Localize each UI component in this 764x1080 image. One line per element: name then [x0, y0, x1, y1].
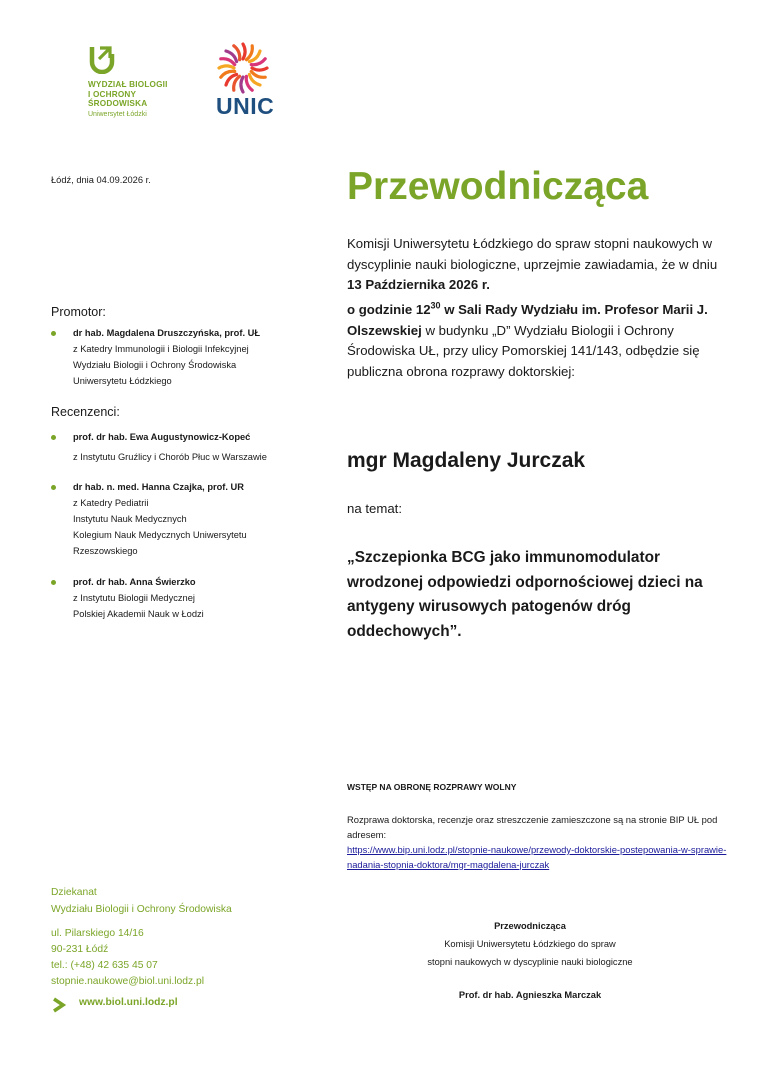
promotor-item	[51, 325, 260, 389]
unic-logo-text: UNIC	[216, 93, 275, 119]
faculty-logo-line: WYDZIAŁ BIOLOGII	[88, 80, 168, 89]
affiliation-line: z Katedry Pediatrii	[73, 498, 149, 508]
university-name: Uniwersytet Łódzki	[88, 111, 147, 118]
announcement-text: Komisji Uniwersytetu Łódzkiego do spraw stopni naukowych w dyscyplinie nauki biologiczne, uprzejmie zawiadamia, że w dniu	[347, 236, 718, 272]
unic-ray	[219, 66, 234, 68]
unic-ray	[243, 44, 245, 59]
footer-street: ul. Pilarskiego 14/16	[51, 928, 144, 939]
reviewer-item	[51, 574, 204, 622]
announcement-paragraph	[347, 234, 719, 383]
bullet-icon	[51, 485, 56, 490]
bullet-icon	[51, 580, 56, 585]
faculty-logo-line: I OCHRONY	[88, 89, 137, 99]
footer-email: stopnie.naukowe@biol.uni.lodz.pl	[51, 976, 204, 987]
topic-label: na temat:	[347, 501, 402, 516]
entry-note: WSTĘP NA OBRONĘ ROZPRAWY WOLNY	[347, 782, 517, 792]
faculty-logo-text	[88, 80, 168, 109]
reviewer-name: prof. dr hab. Ewa Augustynowicz-Kopeć	[73, 432, 251, 442]
bip-link[interactable]: https://www.bip.uni.lodz.pl/stopnie-naukowe/przewody-doktorskie-postepowania-w-sprawie-nadania-stopnia-doktora/mgr-magdalena-jurczak	[347, 844, 727, 870]
defense-time: o godzinie 12	[347, 302, 431, 318]
arrow-right-icon	[51, 996, 69, 1014]
unic-ray	[251, 71, 265, 77]
defense-place: w Sali Rady Wydziału im. Profesor Marii J. Olszewskiej	[347, 302, 708, 338]
candidate-name: mgr Magdaleny Jurczak	[347, 449, 586, 472]
reviewer-name: prof. dr hab. Anna Świerzko	[73, 577, 196, 587]
signature-line: Komisji Uniwersytetu Łódzkiego do spraw	[444, 939, 616, 949]
signature-name: Prof. dr hab. Agnieszka Marczak	[458, 990, 602, 1000]
thesis-title: „Szczepionka BCG jako immunomodulator wrodzonej odpowiedzi odpornościowej dzieci na antygeny wirusowych patogenów dróg oddechowych”.	[347, 549, 703, 640]
affiliation-line: Uniwersytetu Łódzkiego	[73, 376, 172, 386]
affiliation-line: Instytutu Nauk Medycznych	[73, 514, 187, 524]
bip-info-text: Rozprawa doktorska, recenzje oraz streszczenie zamieszczone są na stronie BIP UŁ pod adresem:	[347, 814, 718, 840]
footer-phone: tel.: (+48) 42 635 45 07	[51, 960, 158, 971]
affiliation-line: z Katedry Immunologii i Biologii Infekcyjnej	[73, 344, 249, 354]
promotor-heading: Promotor:	[51, 305, 106, 319]
footer-faculty: Wydziału Biologii i Ochrony Środowiska	[51, 904, 232, 915]
defense-time-minutes: 30	[430, 300, 441, 311]
unic-ray	[246, 46, 252, 60]
reviewers-heading: Recenzenci:	[51, 405, 120, 419]
bullet-icon	[51, 331, 56, 336]
affiliation-line: Kolegium Nauk Medycznych Uniwersytetu	[73, 530, 247, 540]
faculty-logo-icon	[88, 44, 116, 74]
faculty-logo-line: ŚRODOWISKA	[88, 99, 148, 109]
footer-city: 90-231 Łódź	[51, 944, 109, 955]
unic-starburst-icon	[215, 40, 271, 96]
signature-line: stopni naukowych w dyscyplinie nauki biologiczne	[427, 957, 633, 967]
reviewer-name: dr hab. n. med. Hanna Czajka, prof. UR	[73, 482, 244, 492]
affiliation-line: z Instytutu Gruźlicy i Chorób Płuc w Warszawie	[73, 452, 267, 462]
defense-date: 13 Października 2026 r.	[347, 277, 490, 293]
unic-ray	[221, 59, 235, 65]
signature-role: Przewodnicząca	[494, 921, 566, 931]
footer-dean-office: Dziekanat	[51, 887, 97, 898]
affiliation-line: Rzeszowskiego	[73, 546, 138, 556]
affiliation-line: Polskiej Akademii Nauk w Łodzi	[73, 609, 204, 619]
reviewer-item	[51, 427, 267, 467]
affiliation-line: z Instytutu Biologii Medycznej	[73, 593, 195, 603]
affiliation-line: Wydziału Biologii i Ochrony Środowiska	[73, 360, 237, 370]
reviewer-item	[51, 479, 247, 559]
unic-ray	[252, 68, 267, 70]
promotor-name: dr hab. Magdalena Druszczyńska, prof. UŁ	[73, 328, 261, 338]
footer-website[interactable]: www.biol.uni.lodz.pl	[79, 997, 178, 1008]
document-date: Łódź, dnia 04.09.2026 r.	[51, 175, 151, 185]
unic-ray	[241, 77, 243, 92]
bullet-icon	[51, 435, 56, 440]
unic-ray	[234, 76, 240, 90]
page-title: Przewodnicząca	[347, 165, 649, 208]
announcement-text: w budynku „D” Wydziału Biologii i Ochrony Środowiska UŁ, przy ulicy Pomorskiej 141/143, odbędzie się publiczna obrona rozprawy doktorskiej:	[347, 322, 700, 379]
